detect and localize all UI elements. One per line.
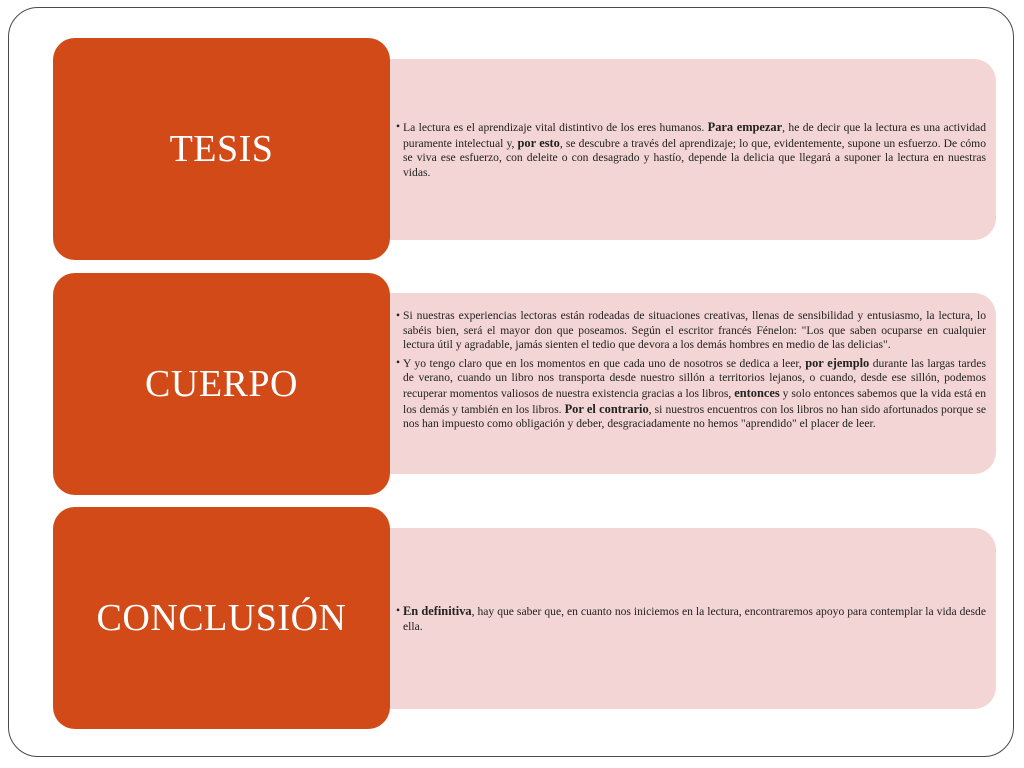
bullet-text: , he de decir que la lectura es una actividad puramente intelectual y, xyxy=(403,121,987,150)
connector-phrase: Por el contrario xyxy=(564,401,649,416)
tesis-title: TESIS xyxy=(169,128,274,170)
conclusion-title: CONCLUSIÓN xyxy=(96,597,347,639)
cuerpo-title: CUERPO xyxy=(145,363,298,405)
connector-phrase: entonces xyxy=(734,385,780,400)
connector-phrase: por esto xyxy=(517,135,560,150)
conclusion-text xyxy=(396,604,986,637)
cuerpo-text xyxy=(396,309,986,435)
bullet-item xyxy=(396,120,986,180)
bullet-item xyxy=(396,604,986,634)
bullet-text: La lectura es el aprendizaje vital distintivo de los eres humanos. xyxy=(403,121,708,134)
connector-phrase: En definitiva xyxy=(403,604,472,618)
connector-phrase: por ejemplo xyxy=(805,355,870,370)
bullet-item xyxy=(396,356,986,432)
bullet-text: y solo entonces sabemos que la vida está en los demás y también en los libros. xyxy=(403,386,986,416)
conclusion-label-box xyxy=(53,507,390,729)
bullet-text: Si nuestras experiencias lectoras están rodeadas de situaciones creativas, llenas de sensibilidad y entusiasmo, la lectura, lo sabéis bien, será el mayor don que poseamos. Según el escritor francés Fénelon: "Los que saben ocuparse en cualquier lectura útil y agradable, jamás sienten el tedio que devora a los demás hombres en medio de las delicias". xyxy=(403,309,986,352)
bullet-item xyxy=(396,309,986,353)
bullet-text: Y yo tengo claro que en los momentos en que cada uno de nosotros se dedica a leer, xyxy=(403,356,806,370)
bullet-text: , si nuestros encuentros con los libros no han sido afortunados porque se nos han impuesto como obligación y deber, desgraciadamente no hemos "aprendido" el placer de leer. xyxy=(403,402,986,431)
bullet-text: durante las largas tardes de verano, cuando un libro nos transporta desde nuestro sillón a territorios lejanos, o cuando, desde ese sillón, podemos recuperar momentos valiosos de nuestra existencia gracias a los libros, xyxy=(403,356,986,400)
tesis-text xyxy=(396,120,986,183)
tesis-label-box xyxy=(53,38,390,260)
cuerpo-label-box xyxy=(53,273,390,495)
bullet-text: , se descubre a través del aprendizaje; lo que, evidentemente, supone un esfuerzo. De cómo se viva ese esfuerzo, con deleite o con desagrado y hastío, depende la delicia que llegará a suponer la lectura en nuestras vidas. xyxy=(403,136,986,179)
bullet-text: , hay que saber que, en cuanto nos iniciemos en la lectura, encontraremos apoyo para contemplar la vida desde ella. xyxy=(403,605,986,633)
connector-phrase: Para empezar xyxy=(707,120,783,134)
